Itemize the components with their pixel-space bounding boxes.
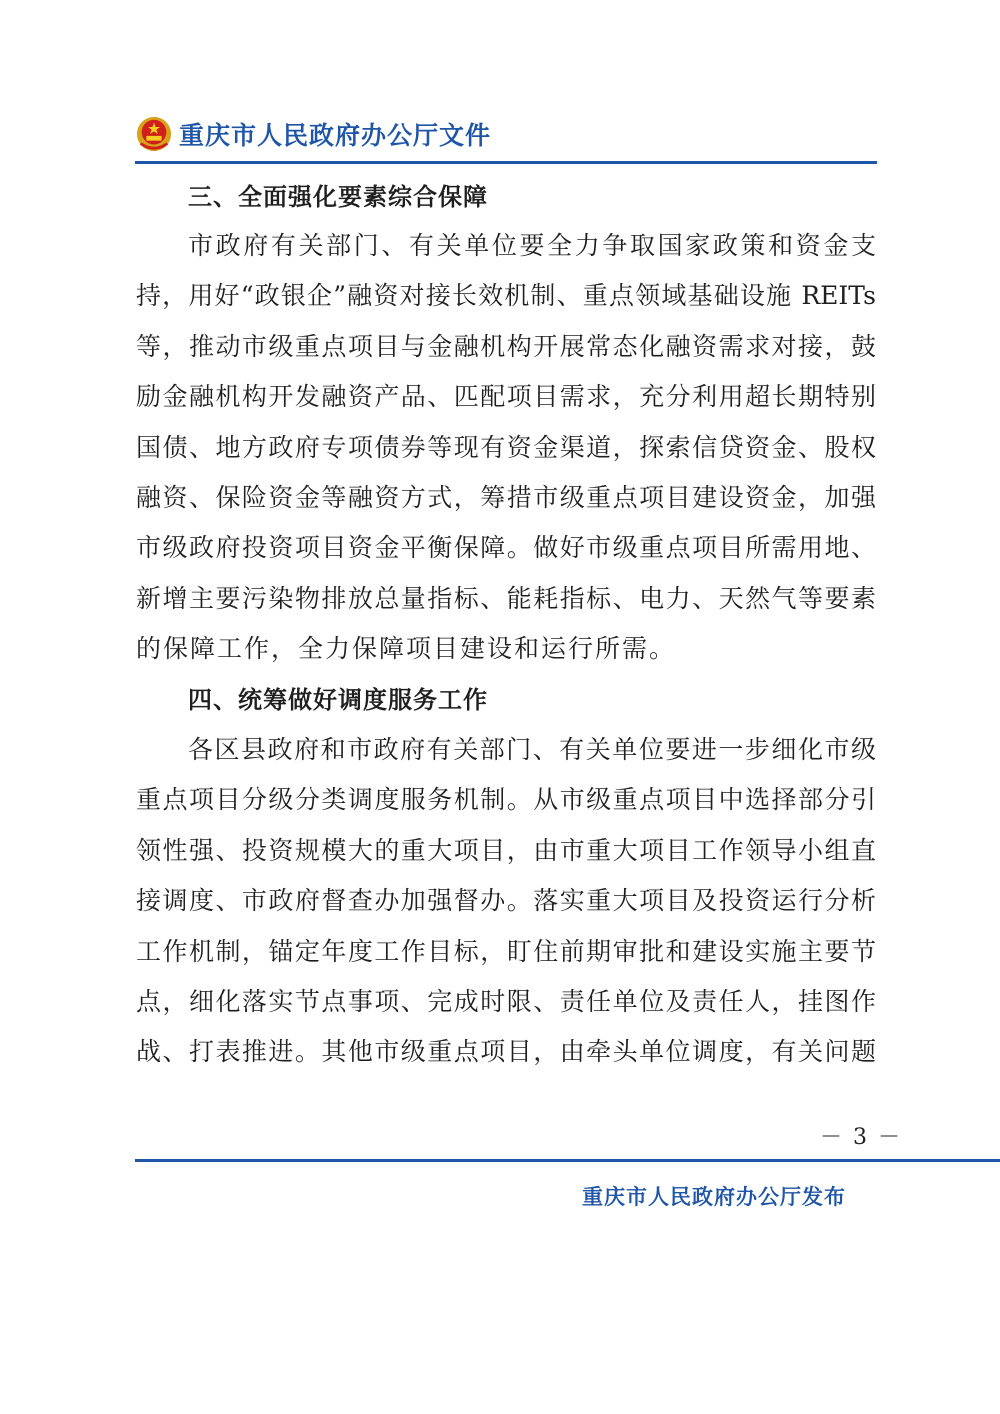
text-line: 的保障工作，全力保障项目建设和运行所需。 bbox=[136, 634, 677, 664]
text-line: 各区县政府和市政府有关部门、有关单位要进一步细化市级 bbox=[188, 735, 876, 764]
text-line: 市政府有关部门、有关单位要全力争取国家政策和资金支 bbox=[188, 231, 876, 260]
text-line: 新增主要污染物排放总量指标、能耗指标、电力、天然气等要素 bbox=[136, 583, 876, 613]
header-divider bbox=[135, 161, 877, 164]
footer-divider bbox=[135, 1159, 1000, 1162]
header-title: 重庆市人民政府办公厅文件 bbox=[179, 121, 492, 150]
section-heading-4: 四、统筹做好调度服务工作 bbox=[188, 686, 488, 714]
text-line: 国债、地方政府专项债券等现有资金渠道，探索信贷资金、股权 bbox=[136, 432, 876, 462]
text-line: 工作机制，锚定年度工作目标，盯住前期审批和建设实施主要节 bbox=[136, 936, 876, 966]
page-number: － 3 － bbox=[820, 1125, 902, 1150]
section-heading-3: 三、全面强化要素综合保障 bbox=[188, 183, 488, 211]
text-line: 重点项目分级分类调度服务机制。从市级重点项目中选择部分引 bbox=[136, 785, 876, 815]
text-line: 战、打表推进。其他市级重点项目，由牵头单位调度，有关问题 bbox=[136, 1037, 876, 1067]
section-3-body bbox=[136, 221, 876, 675]
section-4-body bbox=[136, 725, 876, 1078]
document-header bbox=[135, 112, 491, 156]
text-line: 融资、保险资金等融资方式，筹措市级重点项目建设资金，加强 bbox=[136, 482, 876, 512]
text-line: 点，细化落实节点事项、完成时限、责任单位及责任人，挂图作 bbox=[136, 986, 876, 1016]
text-line: 励金融机构开发融资产品、匹配项目需求，充分利用超长期特别 bbox=[136, 382, 876, 412]
text-line: 接调度、市政府督查办加强督办。落实重大项目及投资运行分析 bbox=[136, 886, 876, 916]
text-line: 市级政府投资项目资金平衡保障。做好市级重点项目所需用地、 bbox=[136, 533, 876, 563]
text-line: 持，用好“政银企”融资对接长效机制、重点领域基础设施 REITs bbox=[136, 281, 876, 311]
text-line: 等，推动市级重点项目与金融机构开展常态化融资需求对接，鼓 bbox=[136, 331, 876, 361]
footer-publisher: 重庆市人民政府办公厅发布 bbox=[582, 1184, 846, 1209]
text-line: 领性强、投资规模大的重大项目，由市重大项目工作领导小组直 bbox=[136, 835, 876, 865]
national-emblem-icon bbox=[135, 115, 173, 153]
